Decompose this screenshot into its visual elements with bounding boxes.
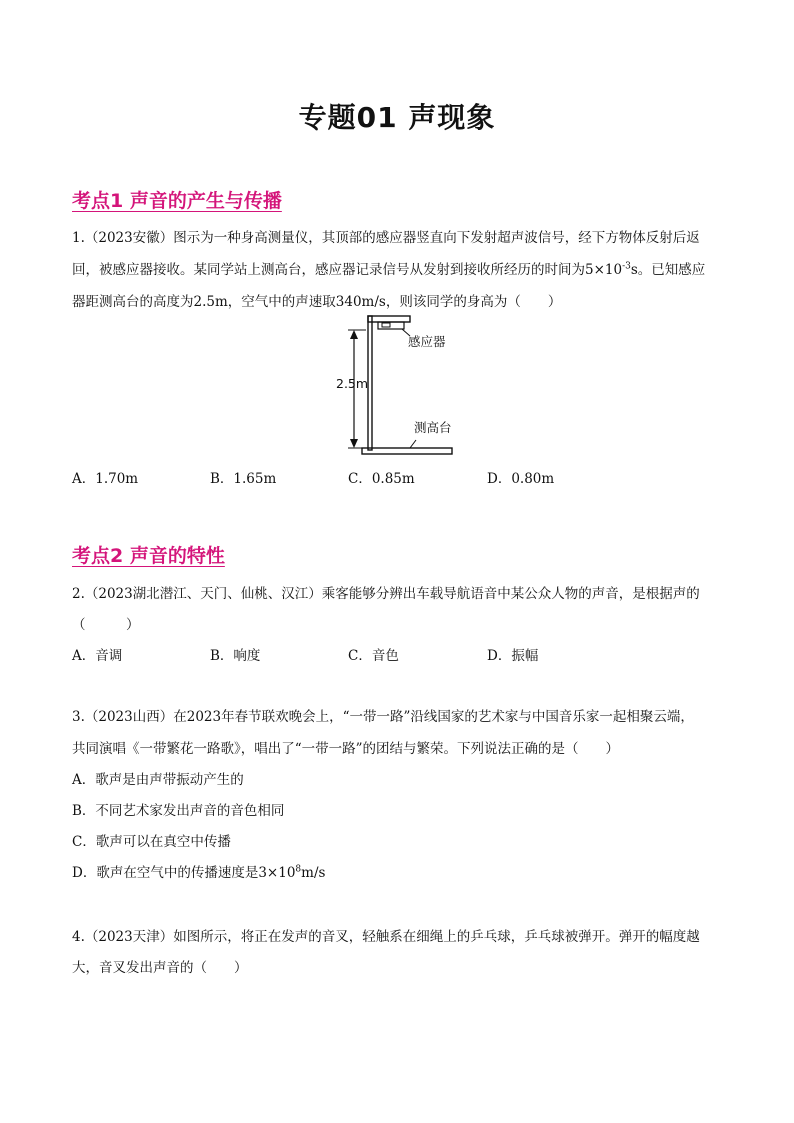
q2-option-a[interactable]: A．音调: [72, 648, 123, 664]
q1-line-2: 回，被感应器接收。某同学站上测高台，感应器记录信号从发射到接收所经历的时间为$5\times 10^{-3}s$。已知感应: [72, 261, 706, 278]
q1-line-3: 器距测高台的高度为2.5m，空气中的声速取340m/s，则该同学的身高为（ ）: [72, 294, 562, 310]
q2-line-1: 2.（2023湖北潜江、天门、仙桃、汉江）乘客能够分辨出车载导航语音中某公众人物的声音，是根据声的: [72, 586, 700, 602]
q1-option-a[interactable]: A．1.70m: [72, 471, 139, 487]
q3-option-b[interactable]: B．不同艺术家发出声音的音色相同: [72, 803, 285, 819]
q2-option-c[interactable]: C．音色: [348, 648, 399, 664]
q3-option-a[interactable]: A．歌声是由声带振动产生的: [72, 772, 244, 788]
q1-option-b[interactable]: B．1.65m: [210, 471, 277, 487]
q3-line-1: 3.（2023山西）在2023年春节联欢晚会上，“一带一路”沿线国家的艺术家与中国音乐家一起相聚云端，: [72, 709, 694, 725]
q4-line-1: 4.（2023天津）如图所示，将正在发声的音叉，轻触系在细绳上的乒乓球，乒乓球被弹开。弹开的幅度越: [72, 929, 700, 945]
q3-option-c[interactable]: C．歌声可以在真空中传播: [72, 834, 231, 850]
q2-option-b[interactable]: B．响度: [210, 648, 261, 664]
q4-line-2: 大，音叉发出声音的（ ）: [72, 960, 248, 976]
page-title: 专题01 声现象: [298, 101, 496, 134]
q2-option-d[interactable]: D．振幅: [487, 648, 539, 664]
q1-line-1: 1.（2023安徽）图示为一种身高测量仪，其顶部的感应器竖直向下发射超声波信号，经下方物体反射后返: [72, 230, 700, 246]
q3-option-d[interactable]: D．歌声在空气中的传播速度是$3\times 10^8m/s$: [72, 864, 326, 881]
sensor-label: 感应器: [408, 334, 446, 349]
height-meter-figure: [330, 312, 470, 462]
q2-line-2: （ ）: [72, 617, 140, 633]
platform-label: 测高台: [414, 420, 452, 435]
height-label: 2.5m: [336, 376, 369, 391]
q1-option-c[interactable]: C．0.85m: [348, 471, 415, 487]
q1-option-d[interactable]: D．0.80m: [487, 471, 555, 487]
section-heading-2: 考点2 声音的特性: [72, 545, 225, 567]
section-heading-1: 考点1 声音的产生与传播: [72, 190, 282, 212]
q3-line-2: 共同演唱《一带繁花一路歌》，唱出了“一带一路”的团结与繁荣。下列说法正确的是（ ）: [72, 741, 620, 757]
